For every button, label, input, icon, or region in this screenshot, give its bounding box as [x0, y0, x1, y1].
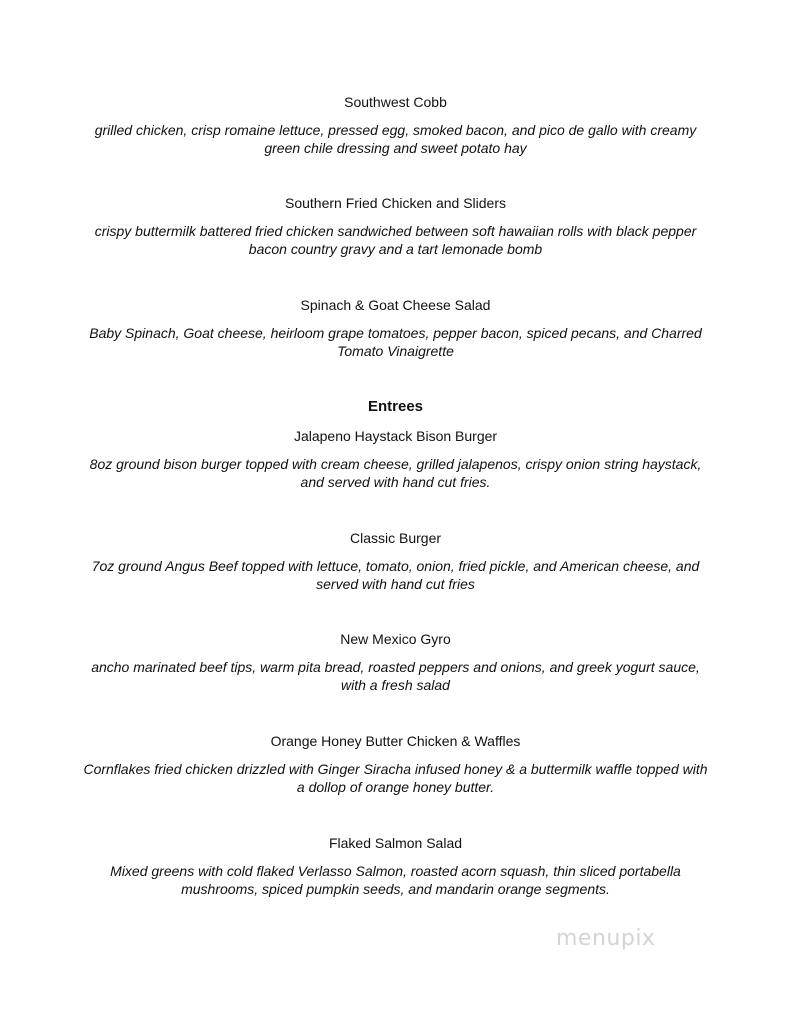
item-description: Cornflakes fried chicken drizzled with Ginger Siracha infused honey & a buttermilk waffle topped with a dollop of orange honey butter. — [83, 761, 708, 795]
menu-item — [80, 93, 711, 157]
item-name: Flaked Salmon Salad — [328, 835, 463, 851]
item-name: Classic Burger — [349, 530, 442, 546]
item-name: Southern Fried Chicken and Sliders — [284, 195, 506, 211]
item-name: Southwest Cobb — [344, 94, 447, 110]
item-description: grilled chicken, crisp romaine lettuce, pressed egg, smoked bacon, and pico de gallo with creamy green chile dressing and sweet potato hay — [94, 122, 697, 156]
item-name: Orange Honey Butter Chicken & Waffles — [270, 733, 521, 749]
item-description: crispy buttermilk battered fried chicken sandwiched between soft hawaiian rolls with black pepper bacon country gravy and a tart lemonade bomb — [94, 223, 697, 257]
menu-item — [80, 834, 711, 898]
item-description: 7oz ground Angus Beef topped with lettuce, tomato, onion, fried pickle, and American cheese, and served with hand cut fries — [91, 558, 700, 592]
item-name: New Mexico Gyro — [340, 631, 451, 647]
item-name: Spinach & Goat Cheese Salad — [300, 297, 491, 313]
section-heading-entrees: Entrees — [367, 398, 424, 415]
menu-item — [80, 529, 711, 593]
item-name: Jalapeno Haystack Bison Burger — [293, 428, 498, 444]
item-description: ancho marinated beef tips, warm pita bread, roasted peppers and onions, and greek yogurt sauce, with a fresh salad — [91, 659, 700, 693]
menu-item — [80, 296, 711, 360]
menu-item — [80, 194, 711, 258]
menu-item — [80, 427, 711, 491]
item-description: 8oz ground bison burger topped with cream cheese, grilled jalapenos, crispy onion string haystack, and served with hand cut fries. — [89, 456, 702, 490]
menupix-watermark: menupix — [556, 926, 656, 951]
menu-item — [80, 732, 711, 796]
item-description: Baby Spinach, Goat cheese, heirloom grape tomatoes, pepper bacon, spiced pecans, and Charred Tomato Vinaigrette — [89, 325, 702, 359]
menu-item — [80, 630, 711, 694]
item-description: Mixed greens with cold flaked Verlasso Salmon, roasted acorn squash, thin sliced portabella mushrooms, spiced pumpkin seeds, and mandarin orange segments. — [110, 863, 681, 897]
